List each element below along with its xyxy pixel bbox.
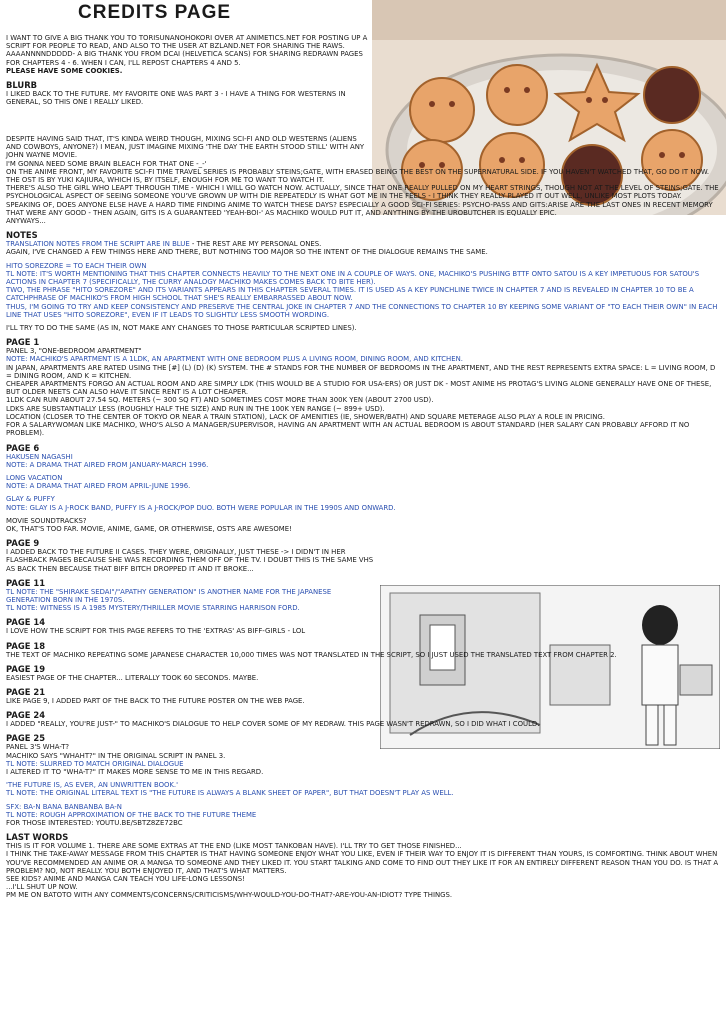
page25-sfx: SFX: BA-N BANA BANBANBA BA-N [6, 802, 122, 811]
blurb-line: I LIKED BACK TO THE FUTURE. MY FAVORITE ONE WAS PART 3 - I HAVE A THING FOR WESTERNS IN GENERAL, SO THIS ONE I REALLY LIKED. [6, 90, 346, 107]
page1-line: IN JAPAN, APARTMENTS ARE RATED USING THE [#] (L) (D) (K) SYSTEM. THE # STANDS FOR THE NUMBER OF BEDROOMS IN THE APARTMENT, AND THE REST REPRESENTS EXTRA SPACE: L = LIVING ROOM, D = DINING ROOM, AND K = KITCHEN. [6, 363, 716, 380]
left-narrow-block [6, 517, 376, 613]
page1-panel: PANEL 3, "ONE-BEDROOM APARTMENT" [6, 347, 142, 356]
notes-heading: NOTES [6, 230, 38, 241]
page14-heading: PAGE 14 [6, 617, 46, 628]
page25-heading: PAGE 25 [6, 733, 46, 744]
last-words-line: ...I'LL SHUT UP NOW. [6, 883, 78, 892]
hito-thus: THUS, I'M GOING TO TRY AND KEEP CONSISTENCY AND PRESERVE THE CENTRAL JOKE IN CHAPTER 7 AND THE CONNECTIONS TO CHAPTER 10 BY KEEPING SOME VARIANT OF "TO EACH THEIR OWN" IN EACH LINE THAT USES "HITO SOREZORE", EVEN IF IT LEADS TO SLIGHTLY LESS SMOOTH WORDING. [6, 302, 718, 319]
page24-text: I ADDED "REALLY, YOU'RE JUST-" TO MACHIKO'S DIALOGUE TO HELP COVER SOME OF MY REDRAW. THIS PAGE WASN'T REDRAWN, SO I DID WHAT I COULD. [6, 720, 540, 729]
page19-heading: PAGE 19 [6, 663, 46, 674]
page1-line: LDKS ARE SUBSTANTIALLY LESS (ROUGHLY HALF THE SIZE) AND RUN IN THE 100K YEN RANGE (~ 899+ USD). [6, 404, 385, 413]
page25-altered: I ALTERED IT TO "WHA-T?" IT MAKES MORE SENSE TO ME IN THIS REGARD. [6, 767, 264, 776]
page6-heading: PAGE 6 [6, 442, 40, 453]
last-words-line: THIS IS IT FOR VOLUME 1. THERE ARE SOME EXTRAS AT THE END (LIKE MOST TANKOBAN HAVE). I'LL TRY TO GET THOSE FINISHED... [6, 842, 462, 851]
last-words-line: I THINK THE TAKE-AWAY MESSAGE FROM THIS CHAPTER IS THAT HAVING SOMEONE ENJOY WHAT YOU LIKE, EVEN IF THEIR WAY TO ENJOY IT IS DIFFERENT THAN YOURS, IS COMFORTING. THINK ABOUT WHEN YOU'VE RECOMMENDED AN ANIME OR A MANGA TO SOMEONE AND THEY LIKED IT. YOU START TALKING AND COME TO FIND OUT THEY LIKE IT FOR AN ENTIRELY DIFFERENT REASON THAN YOU DO. IS THAT A PROBLEM? NO, NOT REALLY. YOU BOTH ENJOYED IT, AND THAT'S WHAT MATTERS. [6, 850, 719, 875]
page18-heading: PAGE 18 [6, 640, 46, 651]
page25-interested: FOR THOSE INTERESTED: YOUTU.BE/SBTZ8ZE72BC [6, 818, 183, 827]
hito-title: HITO SOREZORE = TO EACH THEIR OWN [6, 261, 147, 270]
intro-column [6, 34, 368, 106]
page6-item-title: LONG VACATION [6, 473, 63, 482]
page25-tl-note: TL NOTE: THE ORIGINAL LITERAL TEXT IS "THE FUTURE IS ALWAYS A BLANK SHEET OF PAPER", BUT THAT DOESN'T PLAY AS WELL. [6, 789, 454, 798]
blurb-line: SPEAKING OF, DOES ANYONE ELSE HAVE A HARD TIME FINDING ANIME TO WATCH THESE DAYS? ESPECIALLY A GOOD SCI-FI SERIES: PSYCHO-PASS AND GITS:ARISE ARE THE LAST ONES IN RECENT MEMORY THAT WERE ANY GOOD - THEN AGAIN, GITS IS A GUARANTEED 'YEAH-BOI-' AS MACHIKO WOULD PUT IT, AND ANYTHING BY THE UROBUTCHER IS EQUALLY EPIC. [6, 200, 713, 217]
hito-same: I'LL TRY TO DO THE SAME (AS IN, NOT MAKE ANY CHANGES TO THOSE PARTICULAR SCRIPTED LINES). [6, 324, 357, 333]
intro-cookies: PLEASE HAVE SOME COOKIES. [6, 66, 123, 75]
page11-note: TL NOTE: THE "SHIRAKE SEDAI"/"APATHY GENERATION" IS ANOTHER NAME FOR THE JAPANESE GENERATION BORN IN THE 1970S. [6, 587, 332, 604]
page6-movie-question: MOVIE SOUNDTRACKS? [6, 516, 87, 525]
intro-dcai: AAAANNNNDDDDD- A BIG THANK YOU FROM DCAI (HELVETICA SCANS) FOR SHARING REDRAWN PAGES FOR CHAPTERS 4 - 6. WHEN I CAN, I'LL REPOST CHAPTERS 4 AND 5. [6, 50, 363, 67]
page19-text: EASIEST PAGE OF THE CHAPTER... LITERALLY TOOK 60 SECONDS. MAYBE. [6, 673, 259, 682]
hito-two: TWO, THE PHRASE "HITO SOREZORE" AND ITS VARIANTS APPEARS IN THIS CHAPTER SEVERAL TIMES. IT IS USED AS A KEY PUNCHLINE TWICE IN CHAPTER 7 AND IS REVEALED IN CHAPTER 10 TO BE A CATCHPHRASE OF MACHIKO'S FROM HIGH SCHOOL THAT SHE'S REALLY EMBARRASSED ABOUT NOW. [6, 286, 694, 303]
page11-note: TL NOTE: WITNESS IS A 1985 MYSTERY/THRILLER MOVIE STARRING HARRISON FORD. [6, 604, 300, 613]
page6-item-title: GLAY & PUFFY [6, 495, 55, 504]
page1-line: FOR A SALARYWOMAN LIKE MACHIKO, WHO'S ALSO A MANAGER/SUPERVISOR, HAVING AN APARTMENT WITH AN ACTUAL BEDROOM IS ABOUT STANDARD (HER SALARY CAN PROBABLY AFFORD IT NO PROBLEM). [6, 421, 690, 438]
hito-note: TL NOTE: IT'S WORTH MENTIONING THAT THIS CHAPTER CONNECTS HEAVILY TO THE NEXT ONE IN A COUPLE OF WAYS. ONE, MACHIKO'S PUSHING BTTF ONTO SATOU IS A KEY IMPETUOUS FOR SATOU'S ACTIONS IN CHAPTER 7 (SPECIFICALLY, THE CURRY ANALOGY MACHIKO MAKES COMES BACK TO BITE HER). [6, 269, 700, 287]
notes-legend [6, 240, 722, 248]
page24-heading: PAGE 24 [6, 710, 46, 721]
intro-thanks: I WANT TO GIVE A BIG THANK YOU TO TORISUNANOHOKORI OVER AT ANIMETICS.NET FOR POSTING UP A SCRIPT FOR PEOPLE TO READ, AND ALSO TO THE USER AT BZLAND.NET FOR SHARING THE RAWS. [6, 34, 368, 51]
page1-note: NOTE: MACHIKO'S APARTMENT IS A 1LDK, AN APARTMENT WITH ONE BEDROOM PLUS A LIVING ROOM, DINING ROOM, AND KITCHEN. [6, 355, 463, 364]
page21-heading: PAGE 21 [6, 686, 46, 697]
page6-item-note: NOTE: A DRAMA THAT AIRED FROM JANUARY-MARCH 1996. [6, 460, 209, 469]
blurb-line: DESPITE HAVING SAID THAT, IT'S KINDA WEIRD THOUGH, MIXING SCI-FI AND OLD WESTERNS (ALIENS AND COWBOYS, ANYONE?) I MEAN, JUST IMAGINE MIXING 'THE DAY THE EARTH STOOD STILL' WITH ANY JOHN WAYNE MOVIE. [6, 135, 365, 160]
page25-tl-note: TL NOTE: SLURRED TO MATCH ORIGINAL DIALOGUE [6, 759, 184, 768]
page21-text: LIKE PAGE 9, I ADDED PART OF THE BACK TO THE FUTURE POSTER ON THE WEB PAGE. [6, 696, 305, 705]
main-text [6, 135, 722, 900]
last-words-line: PM ME ON BATOTO WITH ANY COMMENTS/CONCERNS/CRITICISMS/WHY-WOULD-YOU-DO-THAT?-ARE-YOU-AN-IDIOT? TYPE THINGS. [6, 891, 453, 900]
notes-again: AGAIN, I'VE CHANGED A FEW THINGS HERE AND THERE, BUT NOTHING TOO MAJOR SO THE INTENT OF THE DIALOGUE REMAINS THE SAME. [6, 248, 488, 257]
page6-item-title: HAKUSEN NAGASHI [6, 452, 73, 461]
page1-line: LOCATION (CLOSER TO THE CENTER OF TOKYO OR NEAR A TRAIN STATION), LACK OF AMENITIES (IE, SHOWER/BATH) AND SQUARE METERAGE ALSO PLAY A ROLE IN PRICING. [6, 412, 605, 421]
page25-quote: 'THE FUTURE IS, AS EVER, AN UNWRITTEN BOOK.' [6, 781, 179, 790]
last-words-heading: LAST WORDS [6, 832, 69, 843]
page1-line: CHEAPER APARTMENTS FORGO AN ACTUAL ROOM AND ARE SIMPLY LDK (THIS WOULD BE A STUDIO FOR USA-ERS) OR JUST DK - MOST ANIME HS PROTAG'S LIVING ALONE GENERALLY HAVE ONE OF THESE, BUT OLDER NEETS CAN ALSO HAVE IT SINCE RENT IS A LOT CHEAPER. [6, 380, 712, 397]
page-title: CREDITS PAGE [78, 2, 232, 23]
blurb-line: ON THE ANIME FRONT, MY FAVORITE SCI-FI TIME TRAVEL SERIES IS PROBABLY STEINS;GATE, WITH ERASED BEING THE BEST ON THE SUPERNATURAL SIDE. IF YOU HAVEN'T WATCHED THAT, GO DO IT NOW. THE OST IS BY YUKI KAJIURA, WHICH IS, BY ITSELF, ENOUGH FOR ME TO WANT TO WATCH IT. [6, 167, 710, 185]
page9-text: I ADDED BACK TO THE FUTURE II CASES. THEY WERE, ORIGINALLY, JUST THESE -> I DIDN'T IN HER FLASHBACK PAGES BECAUSE SHE WAS RECORDING THEM OFF OF THE TV. I DOUBT THIS IS THE SAME VHS AS BACK THEN BECAUSE THAT BIFF BITCH DROPPED IT AND IT BROKE... [6, 548, 374, 573]
page9-heading: PAGE 9 [6, 538, 40, 549]
page6-item-note: NOTE: A DRAMA THAT AIRED FROM APRIL-JUNE 1996. [6, 482, 191, 491]
blurb-heading: BLURB [6, 80, 38, 91]
page25-panel: PANEL 3'S WHA-T? [6, 743, 70, 752]
page1-line: 1LDK CAN RUN ABOUT 27.54 SQ. METERS (~ 300 SQ FT) AND SOMETIMES COST MORE THAN 300K YEN (ABOUT 2700 USD). [6, 396, 434, 405]
page6-item-note: NOTE: GLAY IS A J-ROCK BAND, PUFFY IS A J-ROCK/POP DUO. BOTH WERE POPULAR IN THE 1990S AND ONWARD. [6, 503, 396, 512]
page25-tl-note: TL NOTE: ROUGH APPROXIMATION OF THE BACK TO THE FUTURE THEME [6, 810, 257, 819]
last-words-line: SEE KIDS? ANIME AND MANGA CAN TEACH YOU LIFE-LONG LESSONS! [6, 875, 245, 883]
page11-heading: PAGE 11 [6, 577, 46, 588]
notes-legend-rest: - THE REST ARE MY PERSONAL ONES. [189, 240, 322, 249]
page6-movie-answer: OK, THAT'S TOO FAR. MOVIE, ANIME, GAME, OR OTHERWISE, OSTS ARE AWESOME! [6, 524, 292, 533]
blurb-line: I'M GONNA NEED SOME BRAIN BLEACH FOR THAT ONE -_-' [6, 159, 207, 168]
page18-text: THE TEXT OF MACHIKO REPEATING SOME JAPANESE CHARACTER 10,000 TIMES WAS NOT TRANSLATED IN THE SCRIPT, SO I JUST USED THE TRANSLATED TEXT FROM CHAPTER 2. [6, 650, 617, 659]
blurb-line: ANYWAYS... [6, 217, 46, 226]
notes-legend-blue: TRANSLATION NOTES FROM THE SCRIPT ARE IN BLUE [6, 240, 190, 249]
page1-heading: PAGE 1 [6, 337, 40, 348]
blurb-line: THERE'S ALSO THE GIRL WHO LEAPT THROUGH TIME - WHICH I WILL GO WATCH NOW. ACTUALLY, SINCE THAT ONE REALLY PULLED ON MY HEART STRINGS, THOUGH NOT AT THE LEVEL OF STEINS;GATE. THE PSYCHOLOGICAL ASPECT OF SEEING SOMEONE YOU'VE GROWN UP WITH DIE REPEATEDLY IS WHAT GOT ME IN THE FEELS - I THINK THEY REALLY PLAYED IT OUT WELL, UNLIKE MOST PLOTS TODAY. [6, 184, 719, 201]
page14-text: I LOVE HOW THE SCRIPT FOR THIS PAGE REFERS TO THE 'EXTRAS' AS BIFF-GIRLS - LOL [6, 627, 306, 636]
page25-says: MACHIKO SAYS "WHAHT?" IN THE ORIGINAL SCRIPT IN PANEL 3. [6, 751, 226, 760]
